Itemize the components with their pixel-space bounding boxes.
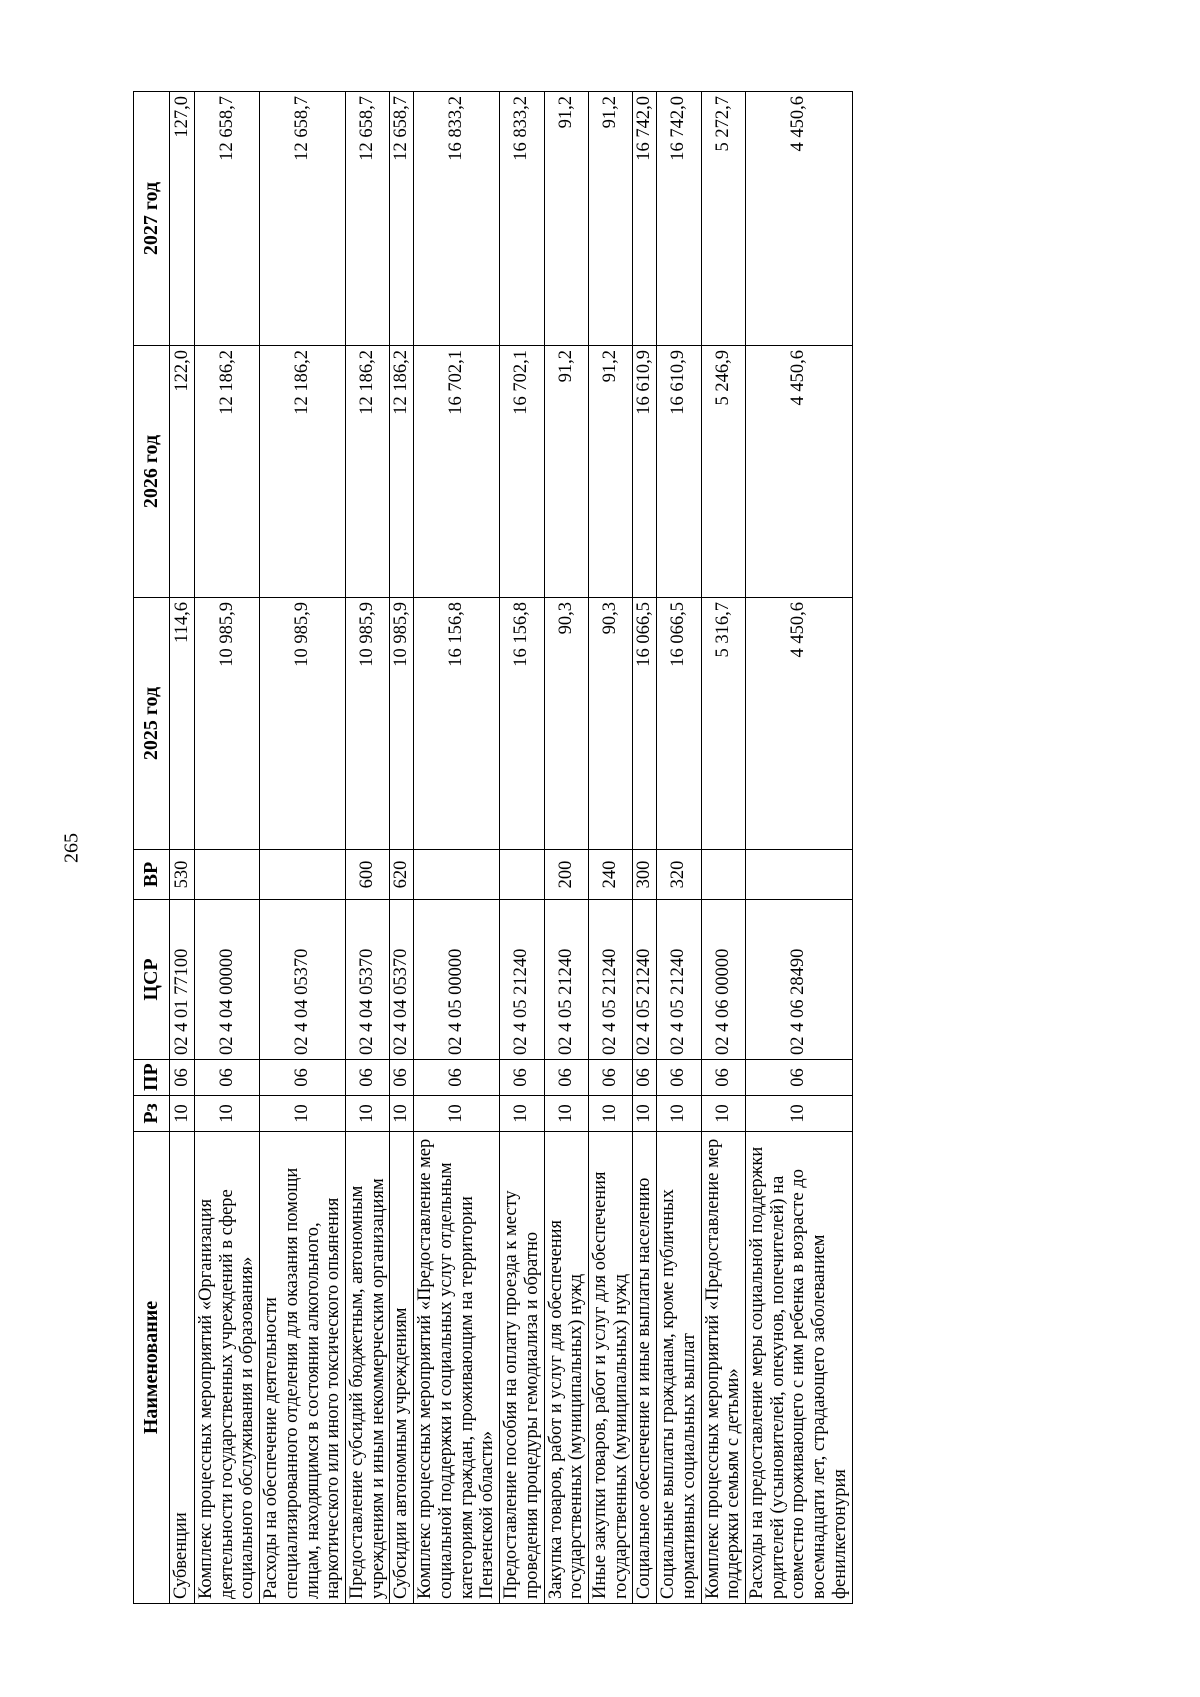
cell-csr: 02 4 06 28490: [745, 900, 852, 1060]
cell-name: Социальные выплаты гражданам, кроме публичных нормативных социальных выплат: [657, 1132, 701, 1604]
header-2026: 2026 год: [134, 346, 170, 598]
cell-2025: 10 985,9: [346, 598, 390, 850]
cell-rz: 10: [390, 1096, 414, 1132]
cell-2025: 16 066,5: [633, 598, 657, 850]
cell-csr: 02 4 05 21240: [588, 900, 632, 1060]
cell-2027: 12 658,7: [346, 92, 390, 346]
table-row: [195, 92, 260, 1604]
cell-2027: 91,2: [588, 92, 632, 346]
cell-name: Субвенции: [170, 1132, 195, 1604]
cell-pr: 06: [346, 1060, 390, 1096]
cell-vr: 240: [588, 850, 632, 900]
cell-rz: 10: [745, 1096, 852, 1132]
cell-csr: 02 4 04 00000: [195, 900, 260, 1060]
table-row: [260, 92, 346, 1604]
cell-csr: 02 4 01 77100: [170, 900, 195, 1060]
cell-2026: 16 702,1: [414, 346, 500, 598]
cell-vr: [260, 850, 346, 900]
table-row: [346, 92, 390, 1604]
table-row: [414, 92, 500, 1604]
cell-2026: 12 186,2: [346, 346, 390, 598]
cell-vr: [414, 850, 500, 900]
header-rz: Рз: [134, 1096, 170, 1132]
cell-2025: 5 316,7: [701, 598, 745, 850]
cell-pr: 06: [588, 1060, 632, 1096]
cell-name: Закупка товаров, работ и услуг для обеспечения государственных (муниципальных) нужд: [544, 1132, 588, 1604]
cell-name: Субсидии автономным учреждениям: [390, 1132, 414, 1604]
cell-pr: 06: [500, 1060, 544, 1096]
cell-rz: 10: [500, 1096, 544, 1132]
cell-2027: 16 742,0: [657, 92, 701, 346]
table-header-row: [134, 92, 170, 1604]
cell-pr: 06: [170, 1060, 195, 1096]
cell-2026: 91,2: [588, 346, 632, 598]
cell-2027: 12 658,7: [260, 92, 346, 346]
cell-csr: 02 4 05 21240: [633, 900, 657, 1060]
table-row: [544, 92, 588, 1604]
cell-2027: 5 272,7: [701, 92, 745, 346]
cell-vr: [745, 850, 852, 900]
cell-2026: 16 610,9: [657, 346, 701, 598]
cell-vr: 300: [633, 850, 657, 900]
cell-2026: 5 246,9: [701, 346, 745, 598]
cell-rz: 10: [260, 1096, 346, 1132]
cell-pr: 06: [633, 1060, 657, 1096]
cell-name: Расходы на обеспечение деятельности специализированного отделения для оказания помощи лицам, находящимся в состоянии алкогольного, наркотического или иного токсического опьянения: [260, 1132, 346, 1604]
cell-vr: [701, 850, 745, 900]
cell-rz: 10: [195, 1096, 260, 1132]
cell-2026: 12 186,2: [390, 346, 414, 598]
cell-rz: 10: [346, 1096, 390, 1132]
cell-2025: 114,6: [170, 598, 195, 850]
cell-vr: 200: [544, 850, 588, 900]
cell-csr: 02 4 05 21240: [544, 900, 588, 1060]
cell-name: Комплекс процессных мероприятий «Предоставление мер поддержки семьям с детьми»: [701, 1132, 745, 1604]
cell-csr: 02 4 06 00000: [701, 900, 745, 1060]
cell-pr: 06: [260, 1060, 346, 1096]
cell-2027: 16 742,0: [633, 92, 657, 346]
cell-name: Предоставление пособия на оплату проезда к месту проведения процедуры гемодиализа и обратно: [500, 1132, 544, 1604]
cell-rz: 10: [657, 1096, 701, 1132]
cell-2026: 12 186,2: [195, 346, 260, 598]
cell-vr: [195, 850, 260, 900]
cell-2025: 90,3: [588, 598, 632, 850]
header-vr: ВР: [134, 850, 170, 900]
cell-2025: 90,3: [544, 598, 588, 850]
cell-2025: 16 156,8: [414, 598, 500, 850]
header-pr: ПР: [134, 1060, 170, 1096]
cell-2026: 12 186,2: [260, 346, 346, 598]
cell-2025: 16 066,5: [657, 598, 701, 850]
rotated-table-wrapper: [133, 92, 1045, 1604]
cell-pr: 06: [414, 1060, 500, 1096]
cell-2027: 12 658,7: [390, 92, 414, 346]
cell-name: Иные закупки товаров, работ и услуг для обеспечения государственных (муниципальных) нужд: [588, 1132, 632, 1604]
cell-vr: 320: [657, 850, 701, 900]
cell-2025: 10 985,9: [195, 598, 260, 850]
cell-pr: 06: [390, 1060, 414, 1096]
table-row: [500, 92, 544, 1604]
cell-pr: 06: [544, 1060, 588, 1096]
cell-vr: [500, 850, 544, 900]
cell-csr: 02 4 05 21240: [657, 900, 701, 1060]
cell-pr: 06: [701, 1060, 745, 1096]
cell-2027: 16 833,2: [500, 92, 544, 346]
cell-2027: 12 658,7: [195, 92, 260, 346]
cell-rz: 10: [170, 1096, 195, 1132]
cell-2026: 4 450,6: [745, 346, 852, 598]
header-2027: 2027 год: [134, 92, 170, 346]
cell-name: Предоставление субсидий бюджетным, автономным учреждениям и иным некоммерческим организациям: [346, 1132, 390, 1604]
cell-2025: 4 450,6: [745, 598, 852, 850]
table-row: [588, 92, 632, 1604]
cell-csr: 02 4 05 21240: [500, 900, 544, 1060]
cell-pr: 06: [657, 1060, 701, 1096]
cell-name: Расходы на предоставление меры социальной поддержки родителей (усыновителей, опекунов, попечителей) на совместно проживающего с ним ребенка в возрасте до восемнадцати лет, страдающего заболеванием фенилкетонурия: [745, 1132, 852, 1604]
header-csr: ЦСР: [134, 900, 170, 1060]
cell-name: Комплекс процессных мероприятий «Предоставление мер социальной поддержки и социальных услуг отдельным категориям граждан, проживающим на территории Пензенской области»: [414, 1132, 500, 1604]
cell-2025: 10 985,9: [390, 598, 414, 850]
cell-csr: 02 4 05 00000: [414, 900, 500, 1060]
page-number: 265: [60, 833, 83, 863]
cell-pr: 06: [745, 1060, 852, 1096]
cell-2026: 122,0: [170, 346, 195, 598]
cell-rz: 10: [414, 1096, 500, 1132]
header-name: Наименование: [134, 1132, 170, 1604]
cell-csr: 02 4 04 05370: [390, 900, 414, 1060]
cell-csr: 02 4 04 05370: [260, 900, 346, 1060]
header-2025: 2025 год: [134, 598, 170, 850]
cell-2025: 16 156,8: [500, 598, 544, 850]
cell-rz: 10: [588, 1096, 632, 1132]
cell-vr: 530: [170, 850, 195, 900]
cell-pr: 06: [195, 1060, 260, 1096]
cell-2027: 4 450,6: [745, 92, 852, 346]
table-row: [390, 92, 414, 1604]
cell-2027: 91,2: [544, 92, 588, 346]
table-row: [170, 92, 195, 1604]
cell-2026: 16 610,9: [633, 346, 657, 598]
cell-name: Социальное обеспечение и иные выплаты населению: [633, 1132, 657, 1604]
cell-csr: 02 4 04 05370: [346, 900, 390, 1060]
table-row: [745, 92, 852, 1604]
cell-rz: 10: [701, 1096, 745, 1132]
table-row: [701, 92, 745, 1604]
cell-2027: 127,0: [170, 92, 195, 346]
cell-2026: 16 702,1: [500, 346, 544, 598]
budget-table: [133, 91, 853, 1604]
cell-vr: 600: [346, 850, 390, 900]
cell-2025: 10 985,9: [260, 598, 346, 850]
cell-rz: 10: [544, 1096, 588, 1132]
table-row: [657, 92, 701, 1604]
cell-2027: 16 833,2: [414, 92, 500, 346]
cell-vr: 620: [390, 850, 414, 900]
cell-2026: 91,2: [544, 346, 588, 598]
cell-rz: 10: [633, 1096, 657, 1132]
cell-name: Комплекс процессных мероприятий «Организация деятельности государственных учреждений в сфере социального обслуживания и образования»: [195, 1132, 260, 1604]
table-row: [633, 92, 657, 1604]
